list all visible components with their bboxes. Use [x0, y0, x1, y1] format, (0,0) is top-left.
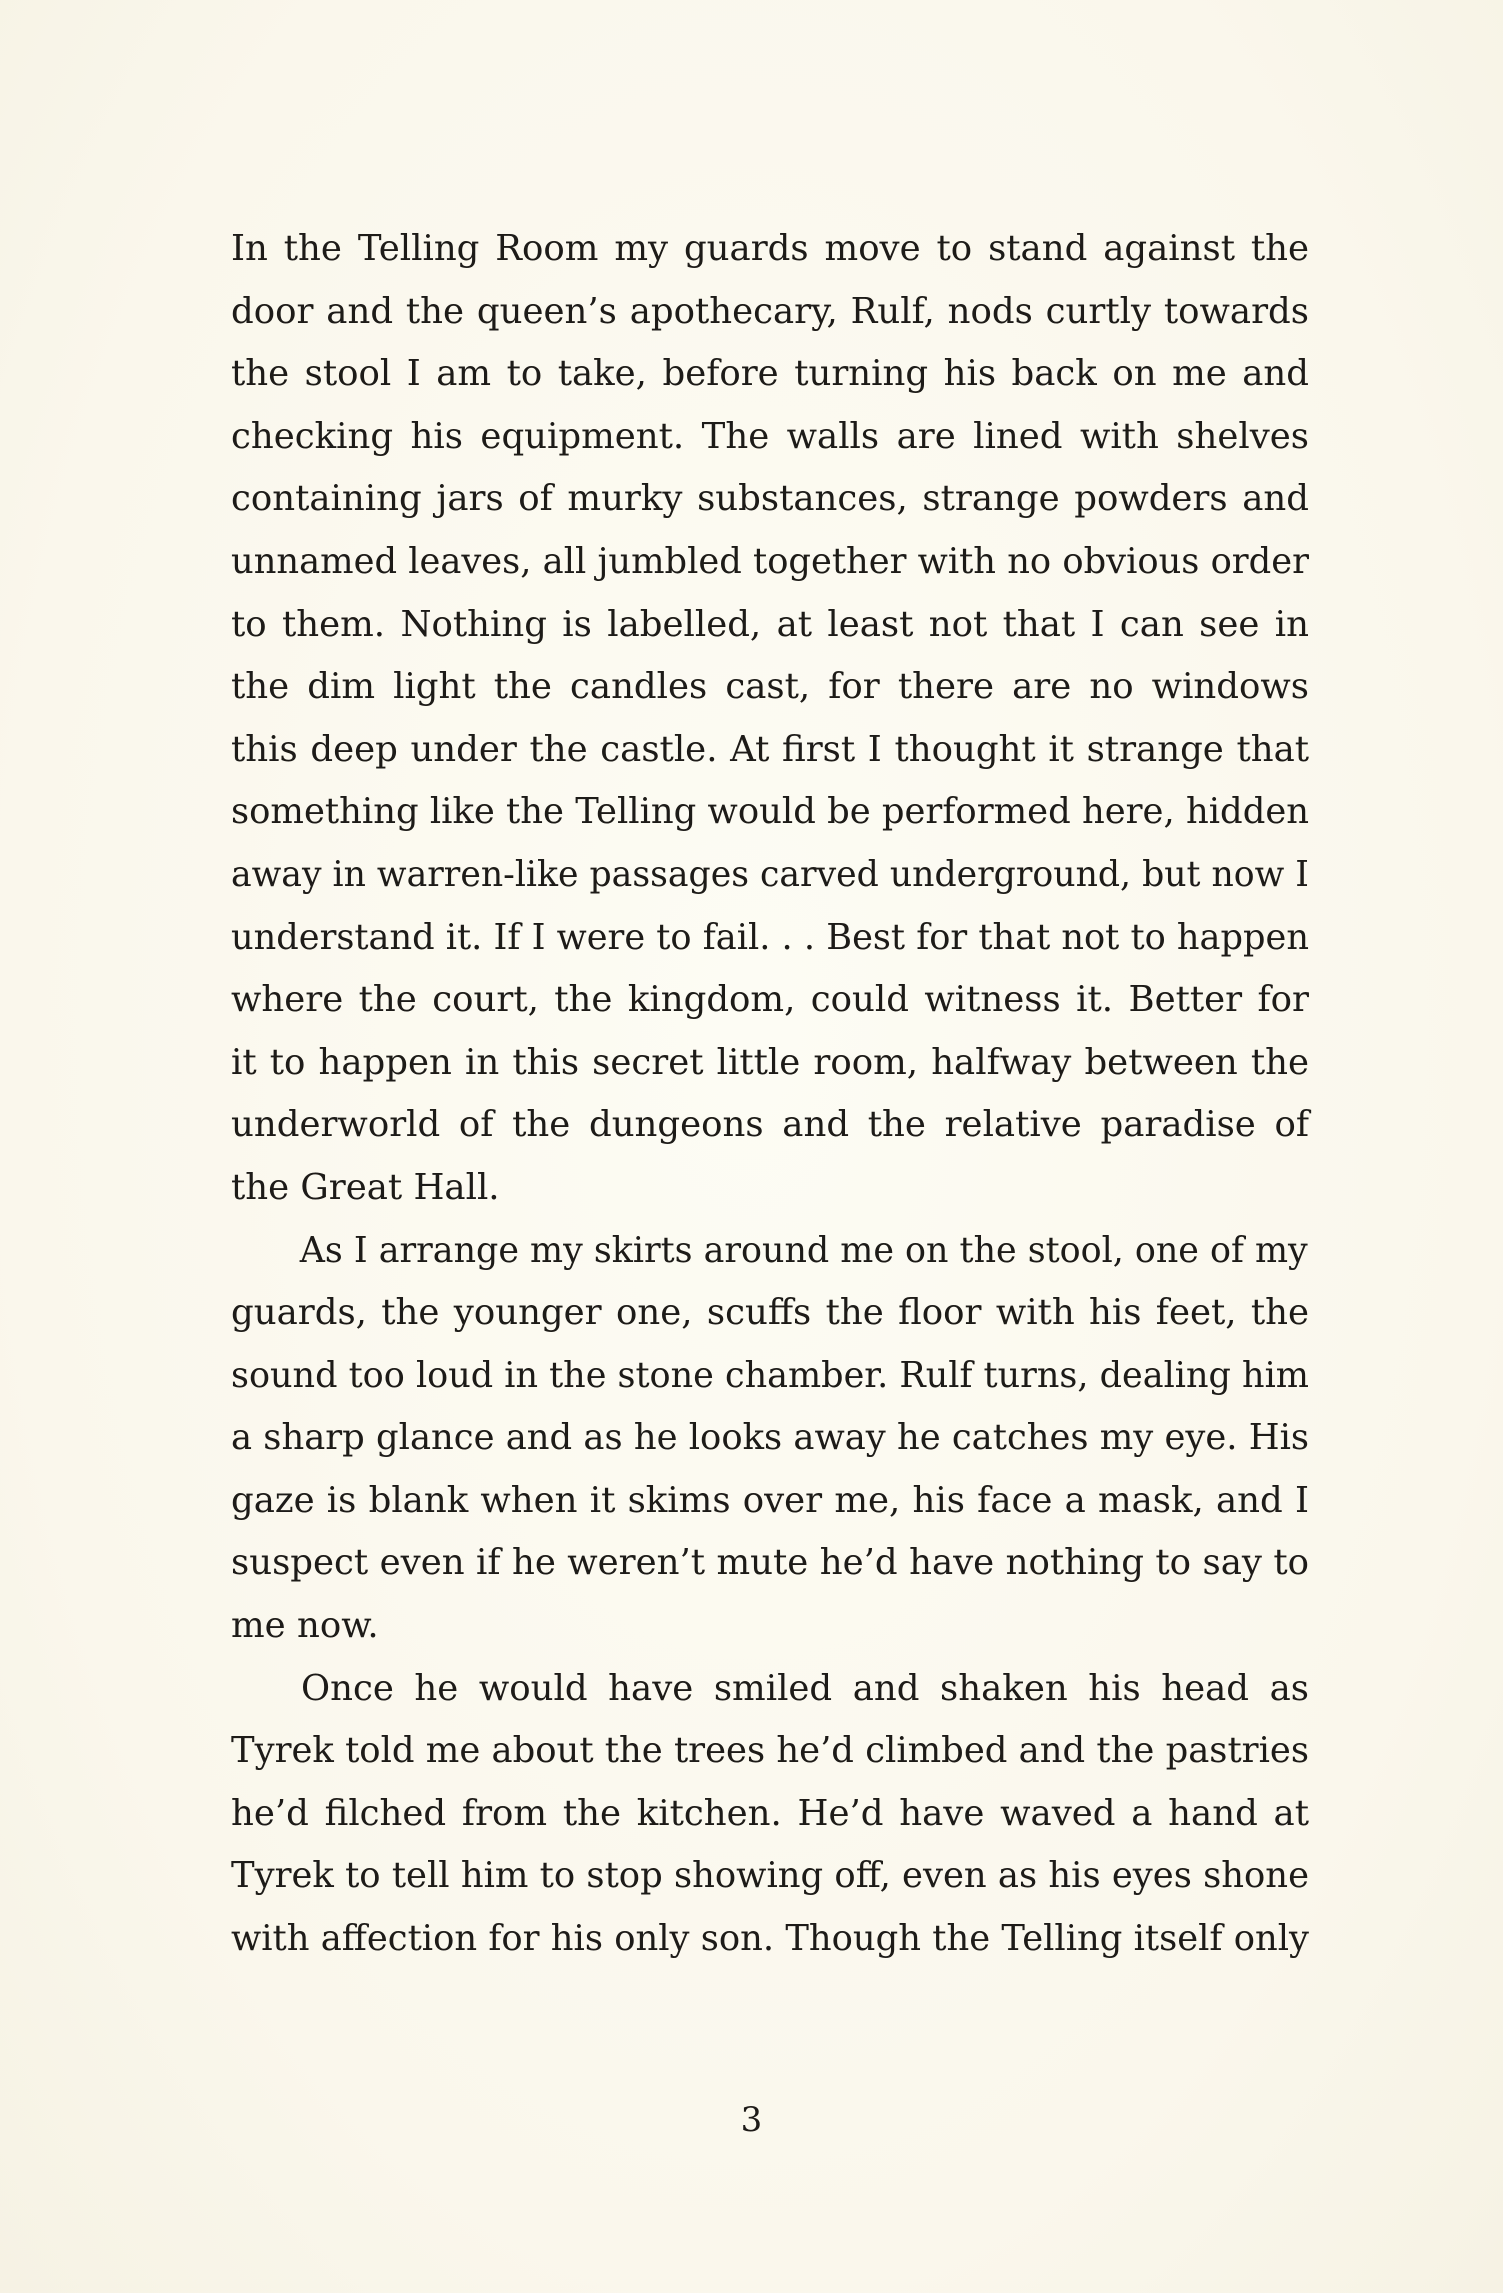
paragraph-2	[231, 1220, 1309, 1658]
text-line: to them. Nothing is labelled, at least not that I can see in	[231, 603, 1309, 645]
text-line: Tyrek to tell him to stop showing off, even as his eyes shone	[231, 1855, 1310, 1897]
text-line: sound too loud in the stone chamber. Rulf turns, dealing him	[231, 1354, 1309, 1396]
page-number: 3	[740, 2100, 763, 2140]
text-line: the stool I am to take, before turning his back on me and	[231, 353, 1309, 395]
text-line: it to happen in this secret little room, halfway between the	[231, 1041, 1309, 1083]
text-line: with affection for his only son. Though the Telling itself only	[231, 1918, 1310, 1960]
text-line: he’d filched from the kitchen. He’d have waved a hand at	[231, 1792, 1309, 1834]
text-line: Tyrek told me about the trees he’d climbed and the pastries	[231, 1730, 1309, 1772]
text-line: a sharp glance and as he looks away he catches my eye. His	[231, 1417, 1310, 1459]
text-line: this deep under the castle. At first I thought it strange that	[231, 728, 1309, 770]
text-line: the dim light the candles cast, for there are no windows	[231, 666, 1309, 708]
text-line: As I arrange my skirts around me on the stool, one of my	[299, 1229, 1308, 1271]
text-line: door and the queen’s apothecary, Rulf, nods curtly towards	[231, 290, 1309, 332]
text-line: In the Telling Room my guards move to stand against the	[231, 228, 1309, 269]
text-line: underworld of the dungeons and the relative paradise of	[231, 1104, 1309, 1146]
text-line: understand it. If I were to fail. . . Best for that not to happen	[231, 916, 1309, 958]
body-text	[231, 218, 1309, 1971]
text-line: checking his equipment. The walls are lined with shelves	[231, 415, 1309, 457]
text-line: Once he would have smiled and shaken his head as	[301, 1667, 1309, 1709]
text-line: containing jars of murky substances, strange powders and	[231, 478, 1309, 520]
text-line: something like the Telling would be performed here, hidden	[231, 791, 1310, 833]
text-line: where the court, the kingdom, could witness it. Better for	[231, 979, 1309, 1021]
text-line: guards, the younger one, scuffs the floor with his feet, the	[231, 1292, 1309, 1334]
text-line: gaze is blank when it skims over me, his face a mask, and I	[231, 1479, 1309, 1521]
text-line: the Great Hall.	[231, 1166, 500, 1208]
text-line: suspect even if he weren’t mute he’d have nothing to say to	[231, 1542, 1309, 1584]
text-line: unnamed leaves, all jumbled together with no obvious order	[231, 540, 1309, 582]
text-line: me now.	[231, 1605, 379, 1647]
paragraph-1	[231, 218, 1309, 1220]
text-line: away in warren-like passages carved underground, but now I	[231, 853, 1309, 895]
paragraph-3	[231, 1658, 1309, 1971]
